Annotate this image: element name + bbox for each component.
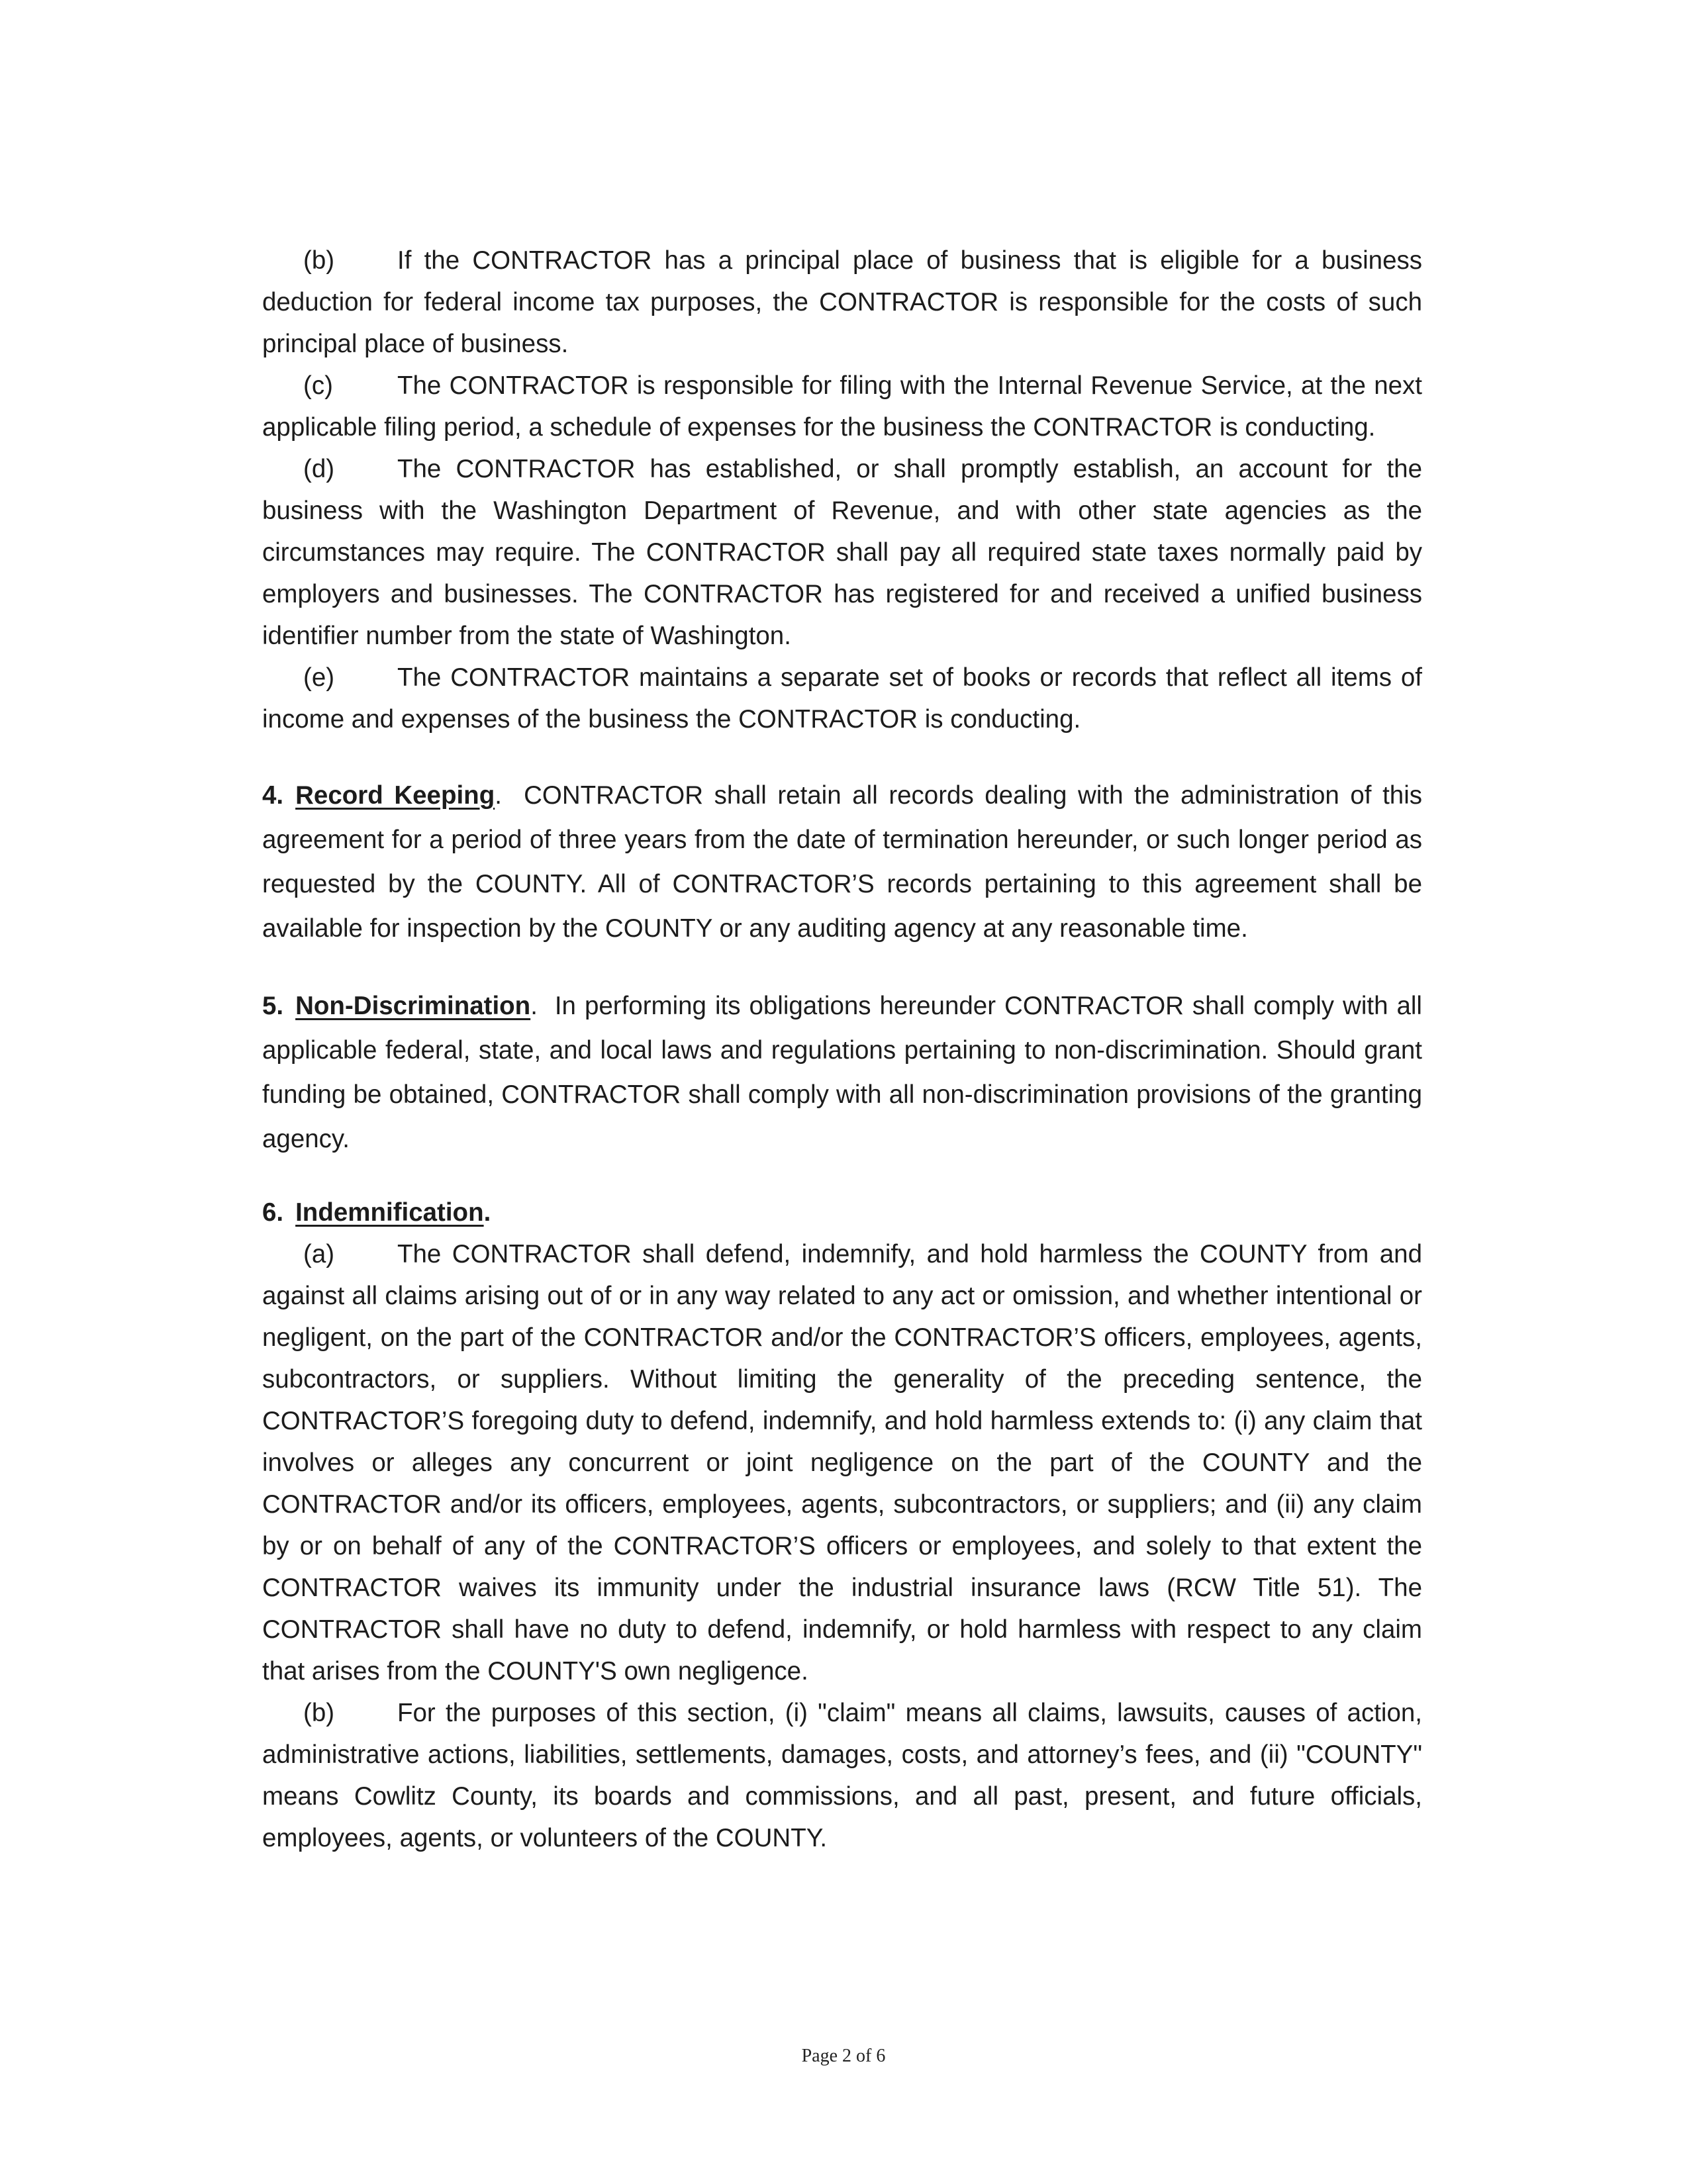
section-title: Indemnification [295,1198,484,1227]
subsection-text: The CONTRACTOR is responsible for filing with the Internal Revenue Service, at the next applicable filing period, a schedule of expenses for the business the CONTRACTOR is conducting. [262,371,1422,442]
subsection-text: The CONTRACTOR has established, or shall promptly establish, an account for the business with the Washington Department of Revenue, and with other state agencies as the circumstances may require. The CONTRACTOR shall pay all required state taxes normally paid by employers and businesses. The CONTRACTOR has registered for and received a unified business identifier number from the state of Washington. [262,455,1422,650]
subsection-3c [262,365,1422,448]
section-indemnification-heading [262,1192,1422,1233]
subsection-text: The CONTRACTOR shall defend, indemnify, and hold harmless the COUNTY from and against all claims arising out of or in any way related to any act or omission, and whether intentional or negligent, on the part of the CONTRACTOR and/or the CONTRACTOR’S officers, employees, agents, subcontractors, or suppliers. Without limiting the generality of the preceding sentence, the CONTRACTOR’S foregoing duty to defend, indemnify, and hold harmless extends to: (i) any claim that involves or alleges any concurrent or joint negligence on the part of the COUNTY and the CONTRACTOR and/or its officers, employees, agents, subcontractors, or suppliers; and (ii) any claim by or on behalf of any of the CONTRACTOR’S officers or employees, and solely to that extent the CONTRACTOR waives its immunity under the industrial insurance laws (RCW Title 51). The CONTRACTOR shall have no duty to defend, indemnify, or hold harmless with respect to any claim that arises from the COUNTY'S own negligence. [262,1240,1422,1685]
section-text: CONTRACTOR shall retain all records dealing with the administration of this agreement for a period of three years from the date of termination hereunder, or such longer period as requested by the COUNTY. All of CONTRACTOR’S records pertaining to this agreement shall be available for inspection by the COUNTY or any auditing agency at any reasonable time. [262,781,1422,943]
subsection-label: (b) [303,1699,335,1727]
subsection-label: (c) [303,371,333,400]
section-non-discrimination [262,984,1422,1161]
section-number: 5. [262,992,284,1020]
subsection-6b [262,1692,1422,1859]
section-title: Non-Discrimination [295,992,531,1020]
section-record-keeping [262,773,1422,951]
subsection-3b [262,240,1422,365]
subsection-6a [262,1233,1422,1692]
subsection-3e [262,657,1422,740]
section-text: In performing its obligations hereunder CONTRACTOR shall comply with all applicable federal, state, and local laws and regulations pertaining to non-discrimination. Should grant funding be obtained, CONTRACTOR shall comply with all non-discrimination provisions of the granting agency. [262,992,1422,1153]
document-page [262,240,1422,1859]
subsection-label: (b) [303,246,335,275]
section-title: Record Keeping [295,781,495,810]
section-title-punct: . [495,781,502,810]
subsection-3d [262,448,1422,657]
section-title-punct: . [483,1198,491,1227]
page-footer: Page 2 of 6 [801,2046,886,2066]
section-number: 4. [262,781,284,810]
subsection-text: For the purposes of this section, (i) "claim" means all claims, lawsuits, causes of action, administrative actions, liabilities, settlements, damages, costs, and attorney’s fees, and (ii) "COUNTY" means Cowlitz County, its boards and commissions, and all past, present, and future officials, employees, agents, or volunteers of the COUNTY. [262,1699,1422,1852]
subsection-label: (e) [303,663,335,692]
subsection-text: The CONTRACTOR maintains a separate set of books or records that reflect all items of income and expenses of the business the CONTRACTOR is conducting. [262,663,1422,734]
subsection-label: (d) [303,455,335,483]
section-title-punct: . [530,992,538,1020]
subsection-label: (a) [303,1240,335,1268]
section-number: 6. [262,1198,284,1227]
subsection-text: If the CONTRACTOR has a principal place of business that is eligible for a business deduction for federal income tax purposes, the CONTRACTOR is responsible for the costs of such principal place of business. [262,246,1422,358]
